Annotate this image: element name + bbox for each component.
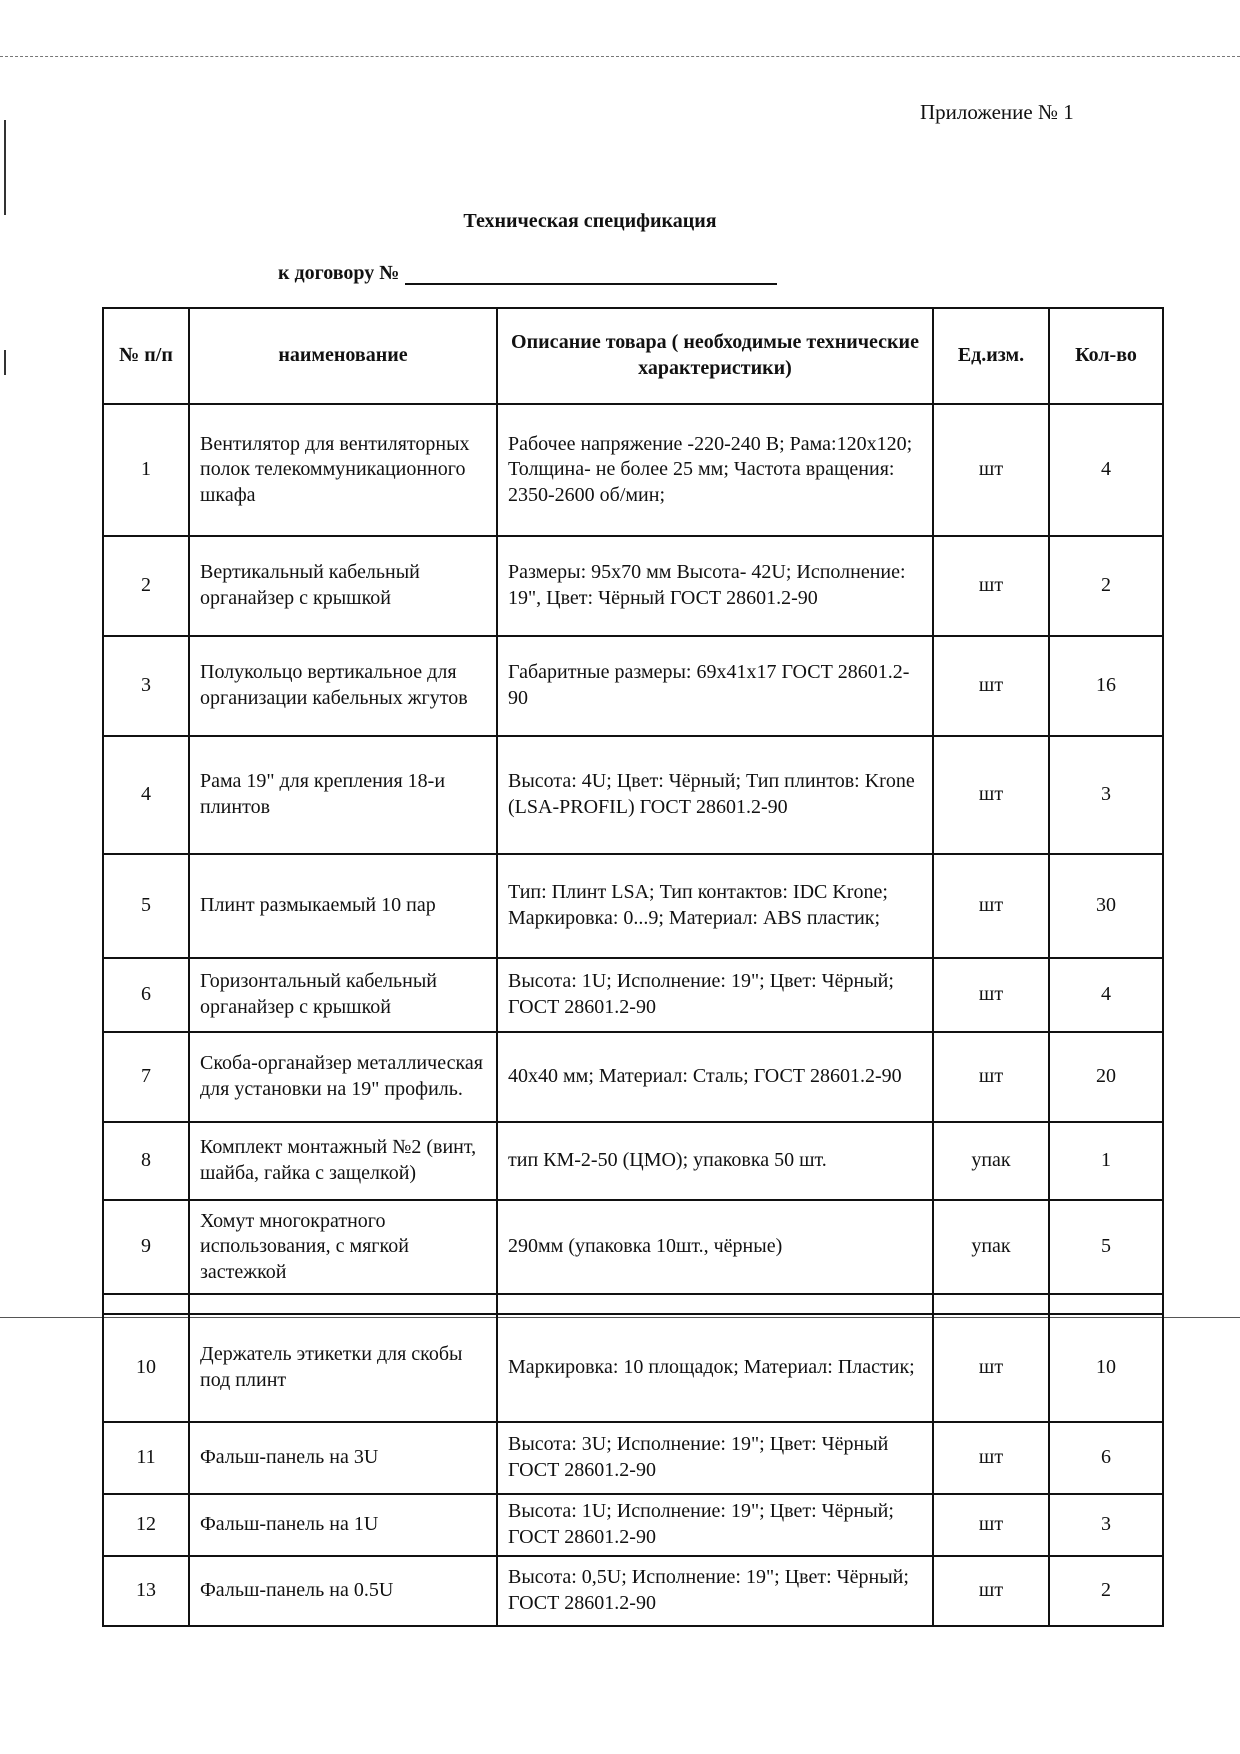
row-number: 2 [103,536,189,636]
row-number: 4 [103,736,189,854]
table-row [103,636,1163,736]
row-number: 9 [103,1200,189,1294]
item-unit: шт [933,736,1049,854]
item-description: 40х40 мм; Материал: Сталь; ГОСТ 28601.2-90 [497,1032,933,1122]
spacer-cell [497,1294,933,1314]
item-unit: шт [933,1422,1049,1494]
item-unit: шт [933,536,1049,636]
item-quantity: 3 [1049,736,1163,854]
scan-margin-mark [4,350,6,375]
spacer-cell [103,1294,189,1314]
row-number: 5 [103,854,189,958]
item-quantity: 1 [1049,1122,1163,1200]
scan-fold-line-top [0,56,1240,57]
item-name: Полукольцо вертикальное для организации кабельных жгутов [189,636,497,736]
item-description: Высота: 4U; Цвет: Чёрный; Тип плинтов: Krone (LSA-PROFIL) ГОСТ 28601.2-90 [497,736,933,854]
column-header-quantity: Кол-во [1049,308,1163,404]
contract-label: к договору № [278,262,400,284]
item-quantity: 4 [1049,958,1163,1032]
row-number: 7 [103,1032,189,1122]
table-spacer-row [103,1294,1163,1314]
item-description: Высота: 1U; Исполнение: 19"; Цвет: Чёрный; ГОСТ 28601.2-90 [497,958,933,1032]
item-quantity: 20 [1049,1032,1163,1122]
item-name: Фальш-панель на 0.5U [189,1556,497,1626]
item-name: Горизонтальный кабельный органайзер с крышкой [189,958,497,1032]
item-name: Держатель этикетки для скобы под плинт [189,1314,497,1422]
row-number: 3 [103,636,189,736]
table-row [103,404,1163,536]
item-description: Высота: 3U; Исполнение: 19"; Цвет: Чёрный ГОСТ 28601.2-90 [497,1422,933,1494]
row-number: 12 [103,1494,189,1556]
table-header-row [103,308,1163,404]
column-header-number: № п/п [103,308,189,404]
item-name: Фальш-панель на 1U [189,1494,497,1556]
row-number: 10 [103,1314,189,1422]
item-unit: шт [933,854,1049,958]
column-header-description: Описание товара ( необходимые технические характеристики) [497,308,933,404]
item-unit: упак [933,1200,1049,1294]
item-unit: шт [933,1032,1049,1122]
item-unit: шт [933,958,1049,1032]
row-number: 8 [103,1122,189,1200]
contract-reference [278,262,777,285]
item-description: Рабочее напряжение -220-240 В; Рама:120х120; Толщина- не более 25 мм; Частота вращения: 2350-2600 об/мин; [497,404,933,536]
item-quantity: 3 [1049,1494,1163,1556]
table-row [103,736,1163,854]
item-name: Фальш-панель на 3U [189,1422,497,1494]
spacer-cell [189,1294,497,1314]
item-description: Маркировка: 10 площадок; Материал: Пластик; [497,1314,933,1422]
table-row [103,958,1163,1032]
specification-table [102,307,1164,1627]
item-name: Комплект монтажный №2 (винт, шайба, гайка с защелкой) [189,1122,497,1200]
item-description: Размеры: 95х70 мм Высота- 42U; Исполнение: 19", Цвет: Чёрный ГОСТ 28601.2-90 [497,536,933,636]
item-quantity: 10 [1049,1314,1163,1422]
spacer-cell [933,1294,1049,1314]
appendix-label: Приложение № 1 [920,100,1074,124]
item-quantity: 5 [1049,1200,1163,1294]
item-unit: шт [933,404,1049,536]
column-header-name: наименование [189,308,497,404]
item-quantity: 4 [1049,404,1163,536]
item-description: 290мм (упаковка 10шт., чёрные) [497,1200,933,1294]
item-name: Плинт размыкаемый 10 пар [189,854,497,958]
item-name: Рама 19" для крепления 18-и плинтов [189,736,497,854]
item-quantity: 2 [1049,536,1163,636]
item-quantity: 2 [1049,1556,1163,1626]
table-row [103,1422,1163,1494]
item-description: тип КМ-2-50 (ЦМО); упаковка 50 шт. [497,1122,933,1200]
table-row [103,1200,1163,1294]
item-unit: шт [933,1314,1049,1422]
item-name: Вентилятор для вентиляторных полок телекоммуникационного шкафа [189,404,497,536]
contract-number-blank [405,263,777,285]
item-quantity: 6 [1049,1422,1163,1494]
item-unit: упак [933,1122,1049,1200]
scan-margin-mark [4,120,6,215]
table-row [103,1032,1163,1122]
row-number: 1 [103,404,189,536]
row-number: 13 [103,1556,189,1626]
document-title: Техническая спецификация [463,210,717,232]
item-description: Высота: 1U; Исполнение: 19"; Цвет: Чёрный; ГОСТ 28601.2-90 [497,1494,933,1556]
column-header-unit: Ед.изм. [933,308,1049,404]
item-name: Вертикальный кабельный органайзер с крышкой [189,536,497,636]
table-row [103,854,1163,958]
item-description: Габаритные размеры: 69х41х17 ГОСТ 28601.2-90 [497,636,933,736]
item-quantity: 30 [1049,854,1163,958]
item-unit: шт [933,636,1049,736]
item-name: Скоба-органайзер металлическая для установки на 19" профиль. [189,1032,497,1122]
table-row [103,1494,1163,1556]
table-row [103,1556,1163,1626]
table-row [103,536,1163,636]
row-number: 11 [103,1422,189,1494]
item-description: Тип: Плинт LSA; Тип контактов: IDC Krone; Маркировка: 0...9; Материал: ABS пластик; [497,854,933,958]
table-row [103,1314,1163,1422]
row-number: 6 [103,958,189,1032]
item-name: Хомут многократного использования, с мягкой застежкой [189,1200,497,1294]
table-row [103,1122,1163,1200]
item-unit: шт [933,1556,1049,1626]
item-unit: шт [933,1494,1049,1556]
spacer-cell [1049,1294,1163,1314]
item-quantity: 16 [1049,636,1163,736]
item-description: Высота: 0,5U; Исполнение: 19"; Цвет: Чёрный; ГОСТ 28601.2-90 [497,1556,933,1626]
